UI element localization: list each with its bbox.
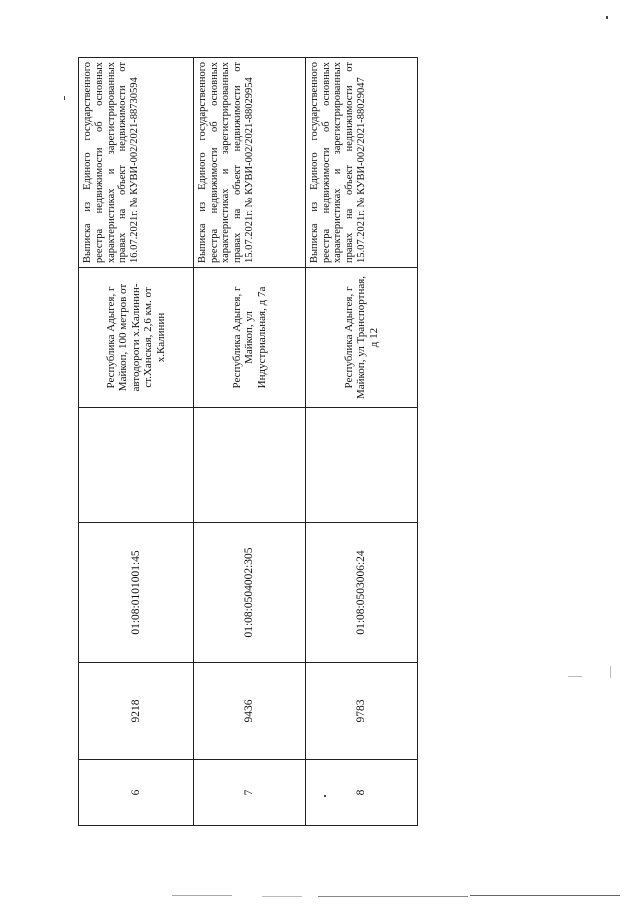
address-cell: Республика Адыгея, г Майкоп, ул Индустриальная, д 7а [193, 268, 305, 408]
row-number: 8 [305, 760, 417, 826]
table-row [193, 58, 305, 826]
scan-line [568, 676, 582, 677]
property-table [78, 57, 418, 826]
address-cell: Республика Адыгея, г Майкоп, 100 метров от автодороги х.Калинин-ст.Ханская, 2,6 км. от х.Калинин [79, 268, 194, 408]
document-cell: Выписка из Единого государственного реестра недвижимости об основных характеристиках и зарегистрированных правах на объект недвижимости от 15.07.2021г. № КУВИ-002/2021-88029954 [193, 58, 305, 268]
object-id: 9783 [305, 663, 417, 760]
object-id: 9218 [79, 663, 194, 760]
scan-speck [64, 96, 65, 100]
scan-line [318, 896, 468, 897]
object-id: 9436 [193, 663, 305, 760]
scan-line [262, 896, 302, 897]
empty-cell [79, 408, 194, 523]
cadastral-number: 01:08:0504002:305 [193, 523, 305, 663]
row-number: 6 [79, 760, 194, 826]
scan-speck [324, 795, 326, 797]
address-cell: Республика Адыгея, г Майкоп, ул Транспортная, д 12 [305, 268, 417, 408]
table-row [79, 58, 194, 826]
cadastral-number: 01:08:0101001:45 [79, 523, 194, 663]
cadastral-number: 01:08:0503006:24 [305, 523, 417, 663]
scan-line [172, 895, 232, 896]
document-cell: Выписка из Единого государственного реестра недвижимости об основных характеристиках и зарегистрированных правах на объект недвижимости от 16.07.2021г. № КУВИ-002/2021-88730594 [79, 58, 194, 268]
empty-cell [193, 408, 305, 523]
scan-line [610, 666, 611, 678]
document-cell: Выписка из Единого государственного реестра недвижимости об основных характеристиках и зарегистрированных правах на объект недвижимости от 15.07.2021г. № КУВИ-002/2021-88029047 [305, 58, 417, 268]
scan-speck [606, 16, 608, 19]
scan-line [470, 895, 620, 896]
rotated-table-wrapper [78, 58, 418, 826]
empty-cell [305, 408, 417, 523]
table-row [305, 58, 417, 826]
row-number: 7 [193, 760, 305, 826]
